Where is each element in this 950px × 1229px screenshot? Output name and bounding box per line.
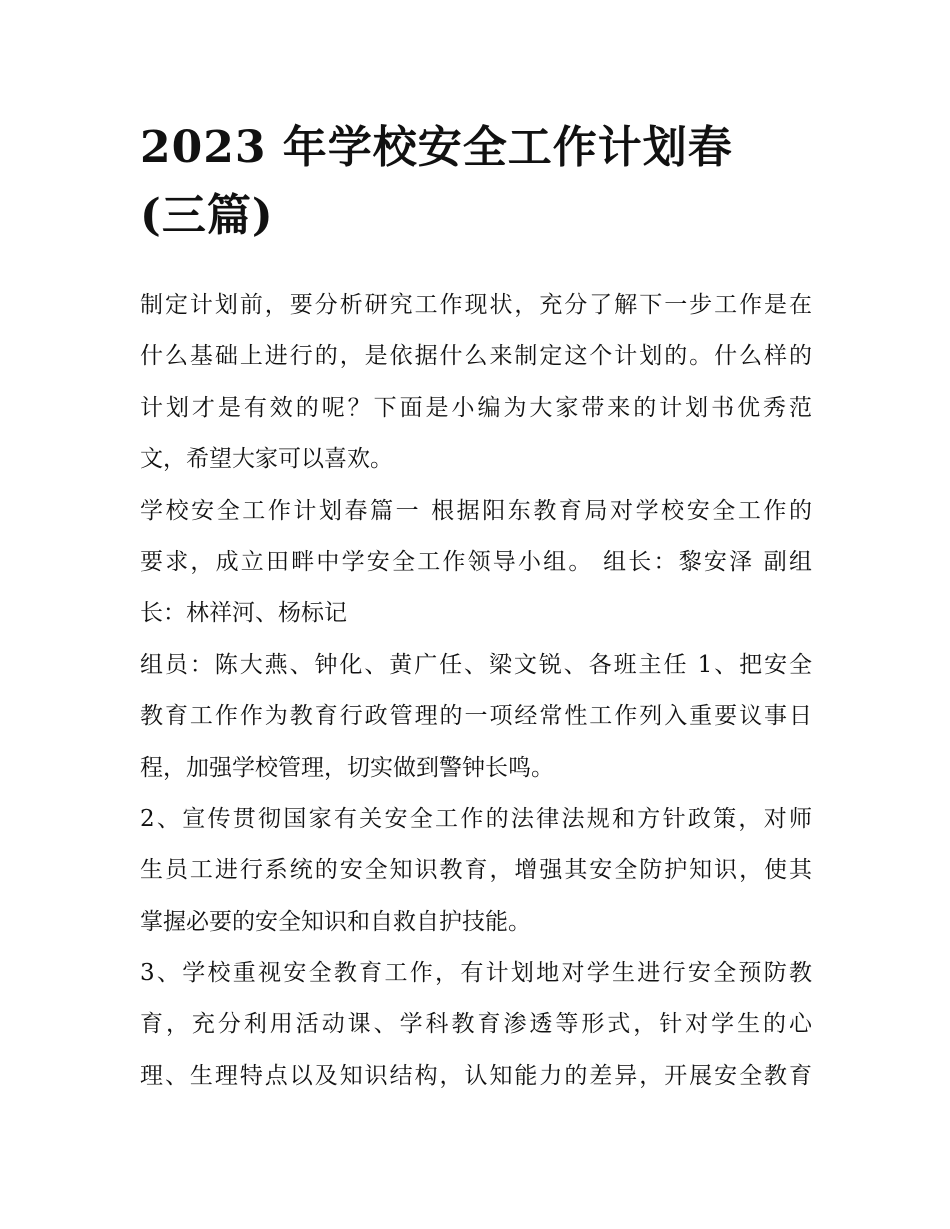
body-line: 长：林祥河、杨标记: [140, 600, 347, 627]
body-line: 理、生理特点以及知识结构，认知能力的差异，开展安全教育: [140, 1062, 812, 1089]
body-line: 组员：陈大燕、钟化、黄广任、梁文锐、各班主任 1、把安全: [140, 651, 812, 678]
body-line: 计划才是有效的呢？下面是小编为大家带来的计划书优秀范: [140, 394, 812, 421]
body-line: 文，希望大家可以喜欢。: [140, 446, 393, 473]
document-title: [140, 118, 812, 254]
body-line: 学校安全工作计划春篇一 根据阳东教育局对学校安全工作的: [140, 497, 812, 524]
title-line: (三篇): [140, 190, 274, 241]
body-line: 要求，成立田畔中学安全工作领导小组。 组长：黎安泽 副组: [140, 548, 812, 575]
body-line: 什么基础上进行的，是依据什么来制定这个计划的。什么样的: [140, 343, 812, 370]
body-line: 掌握必要的安全知识和自救自护技能。: [140, 908, 531, 935]
document-body: [140, 280, 812, 1102]
body-line: 3、学校重视安全教育工作，有计划地对学生进行安全预防教: [140, 960, 812, 987]
body-line: 程，加强学校管理，切实做到警钟长鸣。: [140, 754, 554, 781]
body-line: 生员工进行系统的安全知识教育，增强其安全防护知识，使其: [140, 857, 812, 884]
body-line: 2、宣传贯彻国家有关安全工作的法律法规和方针政策，对师: [140, 805, 812, 832]
body-line: 育，充分利用活动课、学科教育渗透等形式，针对学生的心: [140, 1011, 812, 1038]
title-line: 2023 年学校安全工作计划春: [140, 122, 733, 173]
body-line: 教育工作作为教育行政管理的一项经常性工作列入重要议事日: [140, 703, 812, 730]
body-line: 制定计划前，要分析研究工作现状，充分了解下一步工作是在: [140, 292, 812, 318]
